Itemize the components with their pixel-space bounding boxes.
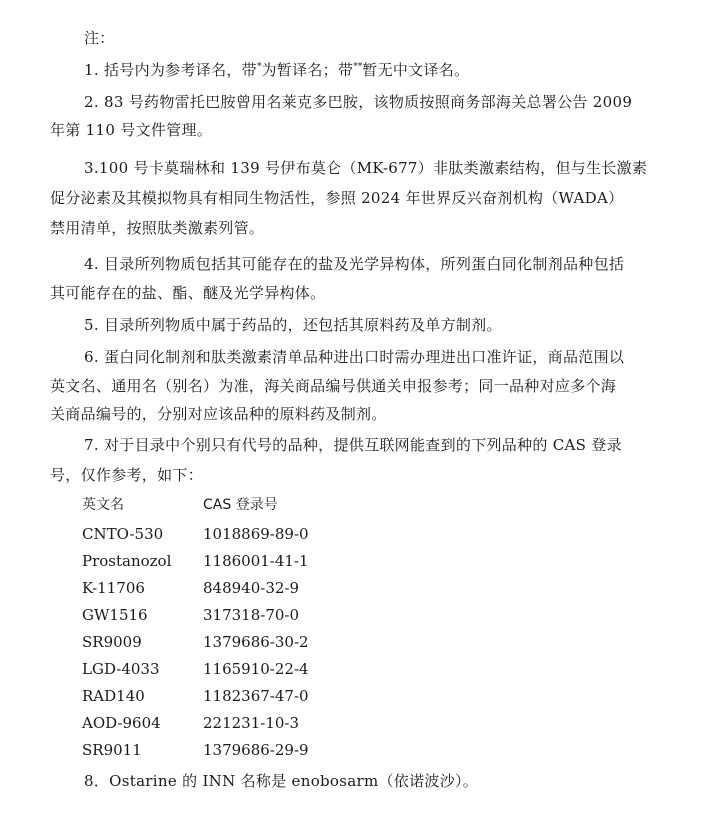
english-name-cell: SR9011 — [82, 741, 142, 759]
english-name-cell: LGD-4033 — [82, 660, 160, 678]
note-1 — [84, 57, 469, 80]
english-name-cell: CNTO-530 — [82, 525, 164, 543]
cas-number-cell: 1379686-29-9 — [203, 741, 309, 759]
note-1-text-a: 1. 括号内为参考译名，带 — [84, 61, 257, 79]
english-name-cell: RAD140 — [82, 687, 145, 705]
note-1-text-b: 为暂译名；带 — [261, 61, 354, 79]
cas-number-cell: 848940-32-9 — [203, 579, 300, 597]
note-1-text-c: 暂无中文译名。 — [362, 61, 470, 79]
note-4-line-1: 4. 目录所列物质包括其可能存在的盐及光学异构体，所列蛋白同化制剂品种包括 — [84, 255, 625, 273]
english-name-cell: AOD-9604 — [82, 714, 161, 732]
note-2-line-2: 年第 110 号文件管理。 — [50, 121, 213, 139]
note-5-line-1: 5. 目录所列物质中属于药品的，还包括其原料药及单方制剂。 — [84, 316, 502, 334]
note-4-line-2: 其可能存在的盐、酯、醚及光学异构体。 — [50, 284, 326, 302]
note-3-line-2: 促分泌素及其模拟物具有相同生物活性，参照 2024 年世界反兴奋剂机构（WADA） — [50, 189, 624, 207]
english-name-cell: K-11706 — [82, 579, 145, 597]
note-6-line-3: 关商品编号的，分别对应该品种的原料药及制剂。 — [50, 405, 387, 423]
cas-number-cell: 1186001-41-1 — [203, 552, 309, 570]
cas-number-cell: 317318-70-0 — [203, 606, 300, 624]
note-2-line-1: 2. 83 号药物雷托巴胺曾用名莱克多巴胺，该物质按照商务部海关总署公告 2009 — [84, 93, 633, 111]
note-6-line-2: 英文名、通用名（别名）为准，海关商品编号供通关申报参考；同一品种对应多个海 — [50, 377, 617, 395]
cas-number-cell: 1018869-89-0 — [203, 525, 309, 543]
header-english-name: 英文名 — [82, 497, 124, 513]
cas-number-cell: 1379686-30-2 — [203, 633, 309, 651]
cas-number-cell: 1182367-47-0 — [203, 687, 309, 705]
notes-heading: 注： — [84, 29, 115, 47]
note-3-line-3: 禁用清单，按照肽类激素列管。 — [50, 219, 265, 237]
single-asterisk-mark: * — [256, 62, 262, 72]
cas-number-cell: 1165910-22-4 — [203, 660, 309, 678]
english-name-cell: GW1516 — [82, 606, 148, 624]
english-name-cell: SR9009 — [82, 633, 142, 651]
header-cas-number: CAS 登录号 — [203, 497, 278, 513]
note-3-line-1: 3.100 号卡莫瑞林和 139 号伊布莫仑（MK-677）非肽类激素结构，但与生长激素 — [84, 159, 648, 177]
note-8-line-1: 8．Ostarine 的 INN 名称是 enobosarm（依诺波沙）。 — [84, 772, 479, 790]
cas-number-cell: 221231-10-3 — [203, 714, 300, 732]
note-6-line-1: 6. 蛋白同化制剂和肽类激素清单品种进出口时需办理进出口准许证，商品范围以 — [84, 348, 625, 366]
note-7-line-2: 号，仅作参考，如下： — [50, 466, 204, 484]
double-asterisk-mark: ** — [353, 62, 363, 72]
note-7-line-1: 7. 对于目录中个别只有代号的品种，提供互联网能查到的下列品种的 CAS 登录 — [84, 436, 622, 454]
english-name-cell: Prostanozol — [82, 552, 172, 570]
